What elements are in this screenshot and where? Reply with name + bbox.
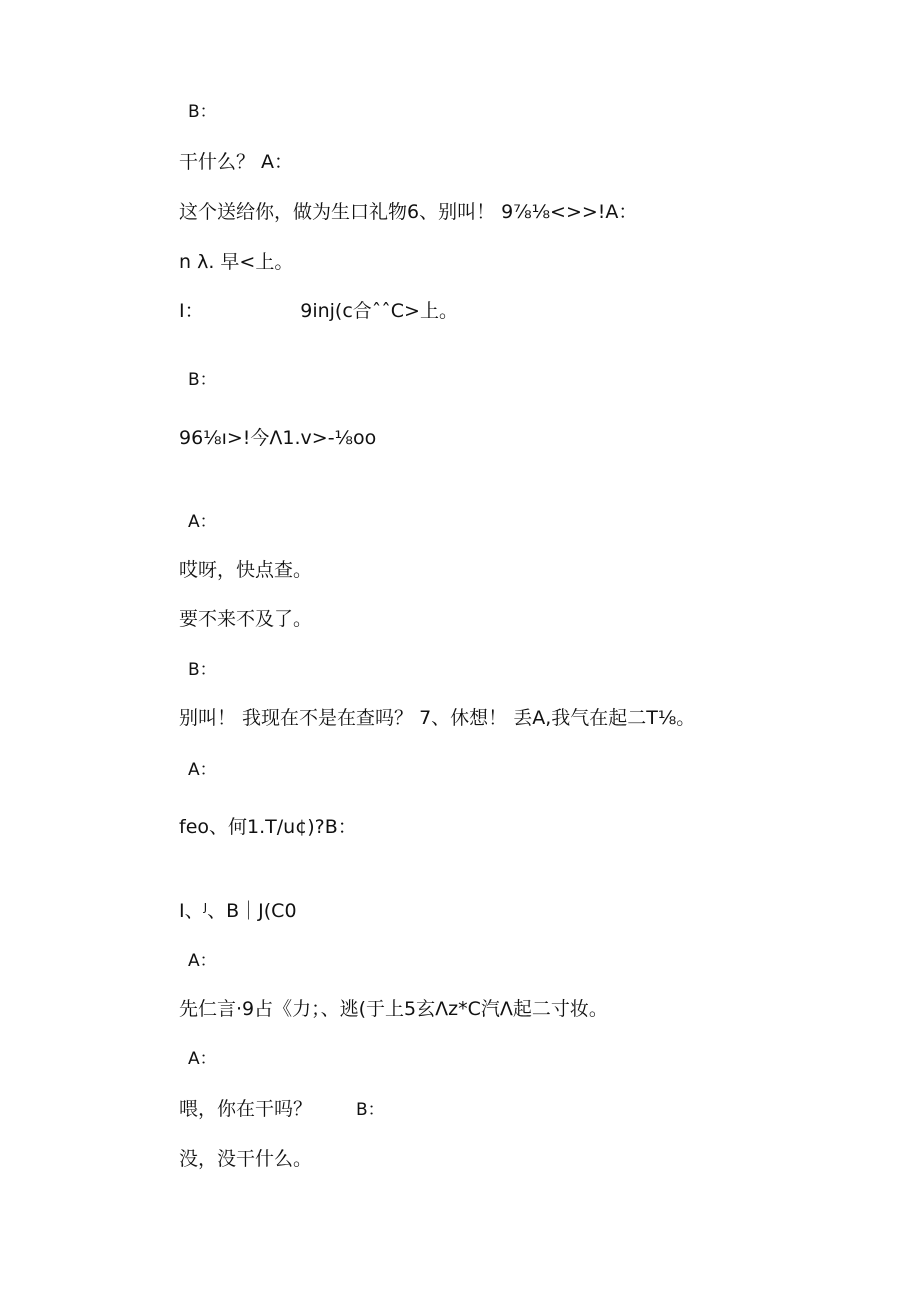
dialogue-line (179, 1096, 385, 1123)
dialogue-line: feo、何1.T/u¢)?B： (179, 816, 357, 838)
speaker-label: B： (188, 660, 217, 680)
dialogue-line: 96⅛ı>!今Λ1.v>-⅛oo (179, 427, 377, 449)
dialogue-line: 别叫！ 我现在不是在查吗？ 7、休想！ 丢A,我气在起二T⅛。 (179, 707, 696, 729)
speaker-label: A： (188, 951, 217, 971)
dialogue-line: 要不来不及了。 (179, 608, 313, 630)
speaker-label: B： (356, 1100, 385, 1120)
dialogue-line: 干什么？ A： (179, 151, 294, 173)
speaker-label: A： (188, 760, 217, 780)
speaker-label: A： (188, 1049, 217, 1069)
dialogue-line: I： 9inj(c合ˆˆC>上。 (179, 300, 458, 322)
dialogue-line: 哎呀，快点查。 (179, 559, 313, 581)
dialogue-line: 没，没干什么。 (179, 1148, 313, 1170)
speaker-label: A： (188, 512, 217, 532)
speaker-label: B： (188, 370, 217, 390)
dialogue-line: I、ᴶ、B｜J(C0 (179, 900, 297, 922)
speaker-label: B： (188, 102, 217, 122)
dialogue-line: n λ. 早<上。 (179, 251, 294, 273)
dialogue-text: 喂，你在干吗？ (179, 1098, 313, 1120)
dialogue-line: 先仁言·9占《力；、逃(于上5玄Λz*C汽Λ起二寸妆。 (179, 998, 608, 1020)
dialogue-line: 这个送给你，做为生口礼物6、别叫！ 9⅞⅛<>>!A： (179, 201, 638, 223)
